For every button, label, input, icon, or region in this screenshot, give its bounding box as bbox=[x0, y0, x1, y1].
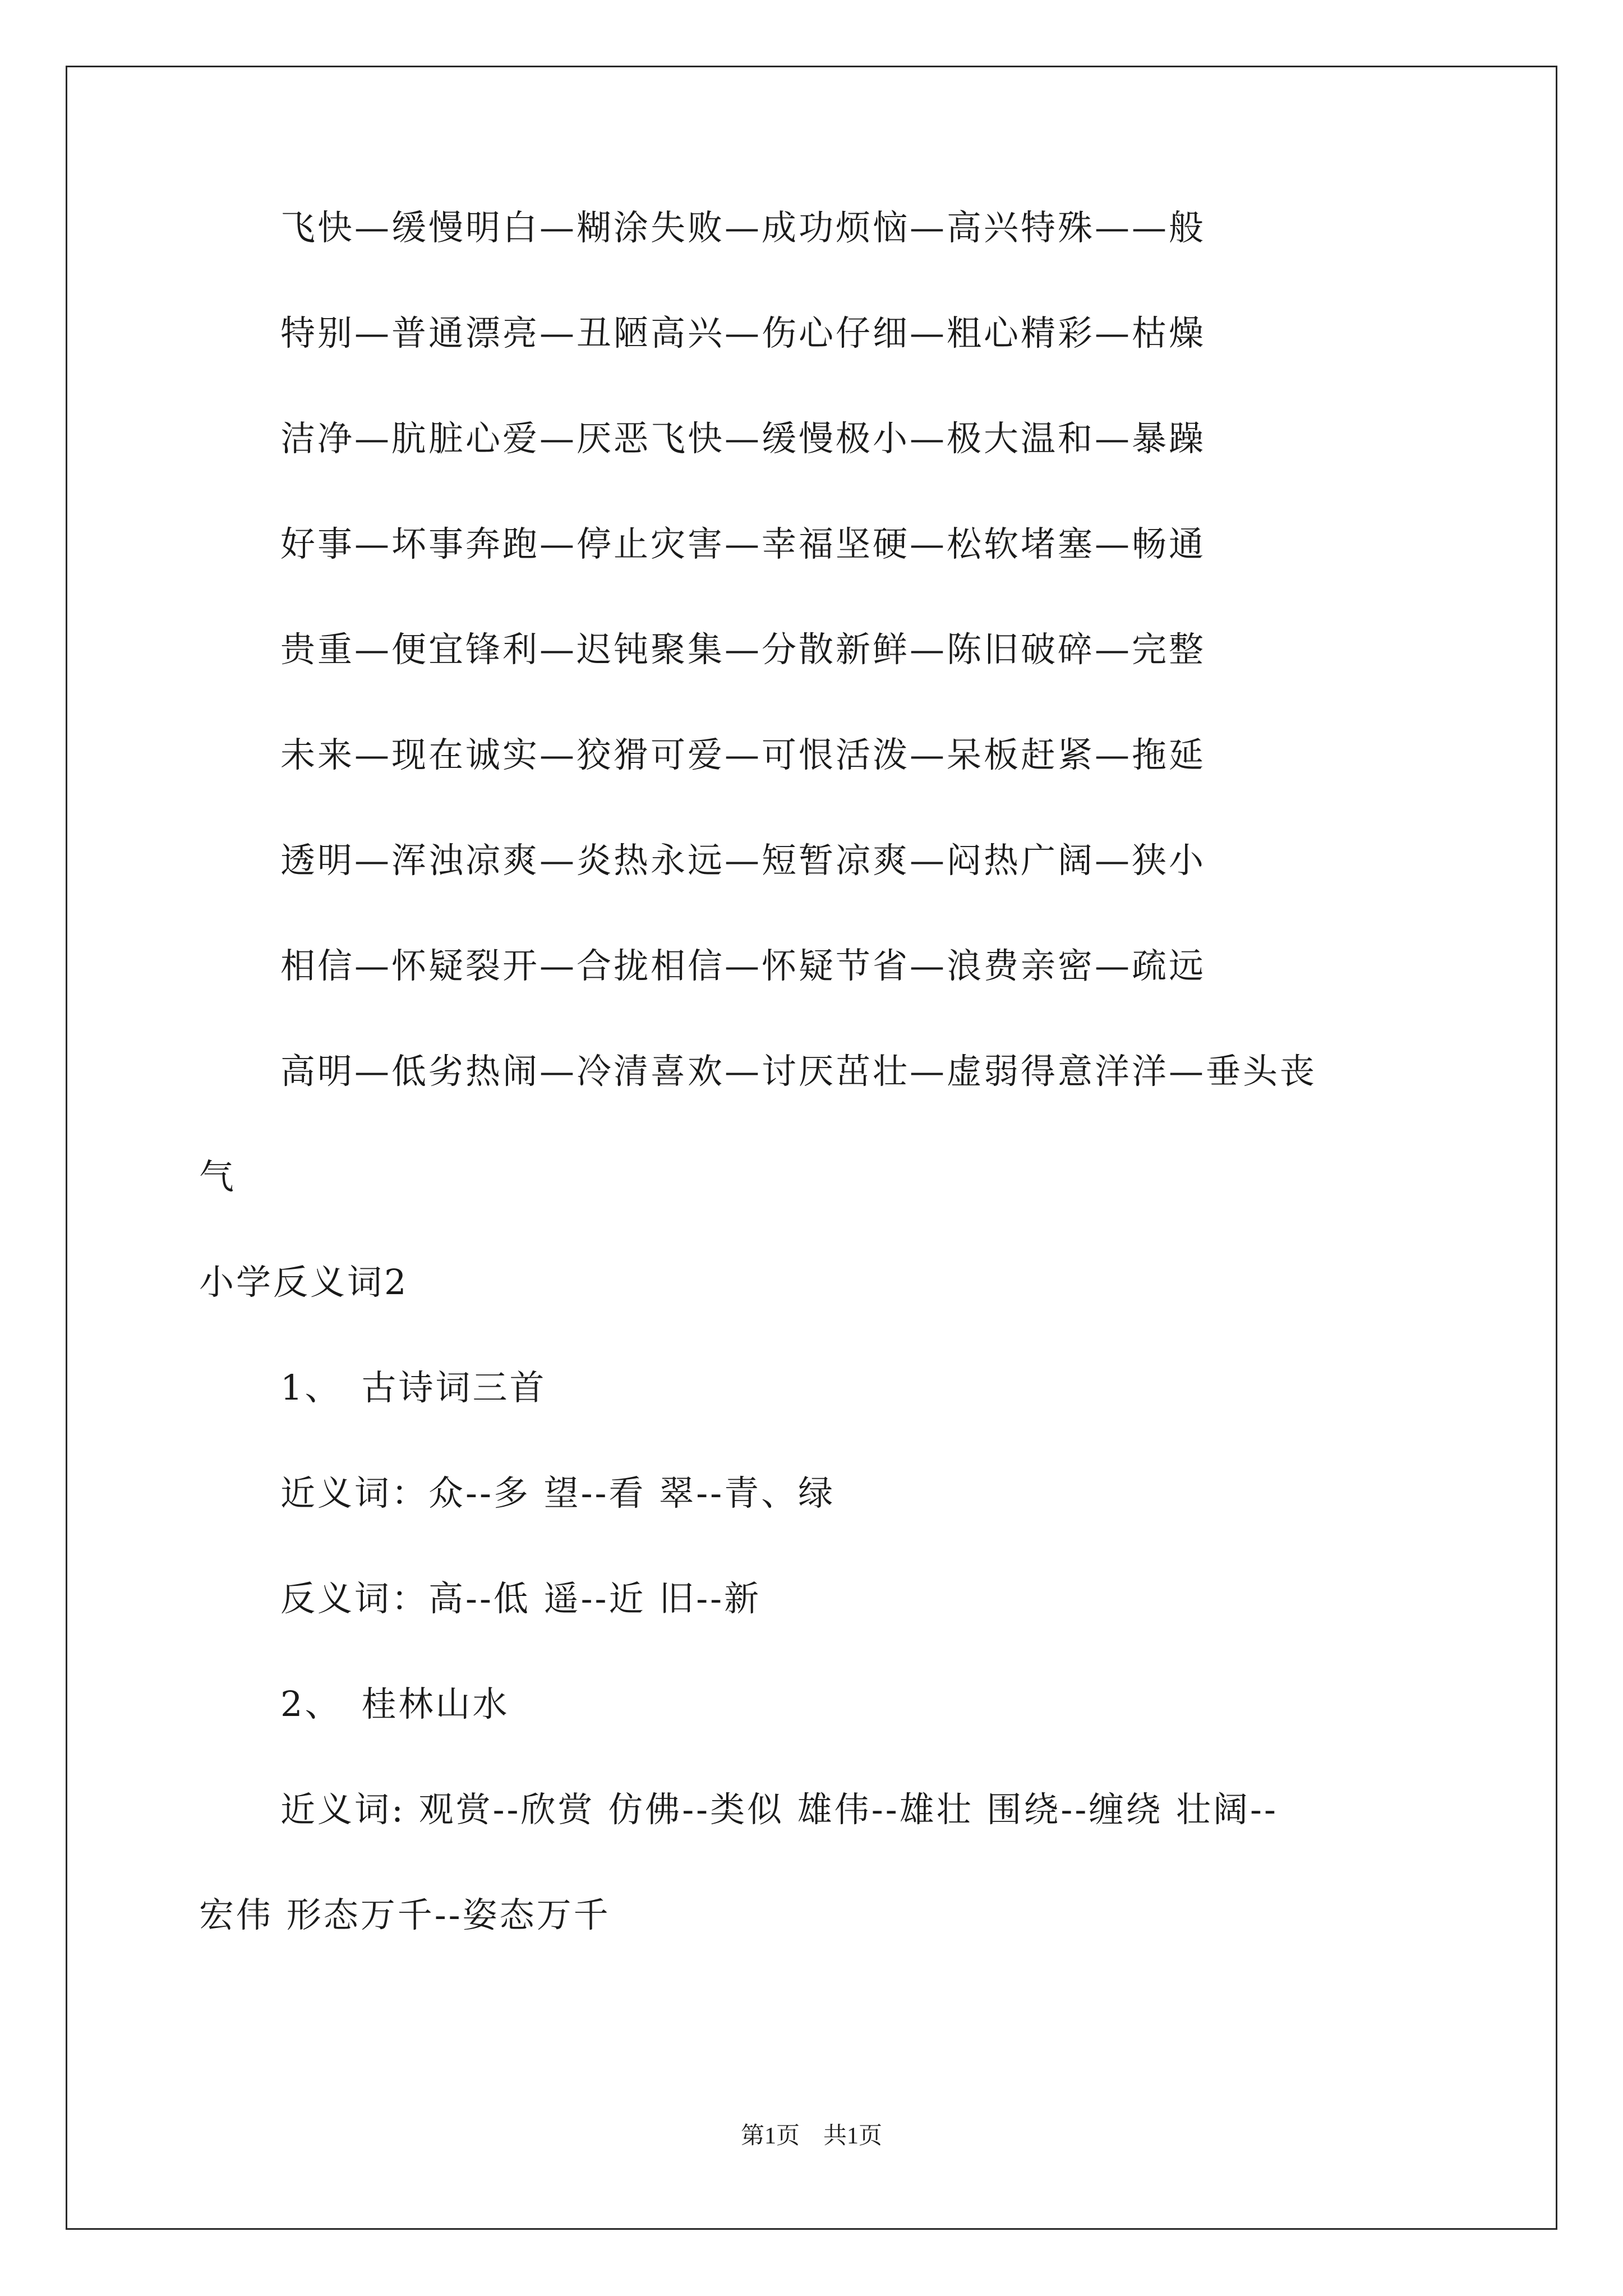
subsection-1-antonyms: 反义词：高--低 遥--近 旧--新 bbox=[280, 1578, 762, 1619]
section-heading: 小学反义词2 bbox=[199, 1262, 409, 1303]
subsection-1-title: 1、 古诗词三首 bbox=[280, 1367, 547, 1408]
text-line-2: 特别—普通漂亮—丑陋高兴—伤心仔细—粗心精彩—枯燥 bbox=[280, 312, 1206, 353]
text-line-4: 好事—坏事奔跑—停止灾害—幸福坚硬—松软堵塞—畅通 bbox=[280, 523, 1206, 564]
subsection-1-synonyms: 近义词：众--多 望--看 翠--青、绿 bbox=[280, 1473, 836, 1513]
text-line-7: 透明—浑浊凉爽—炎热永远—短暂凉爽—闷热广阔—狭小 bbox=[280, 840, 1206, 881]
page-footer: 第1页 共1页 bbox=[740, 2123, 882, 2149]
text-line-5: 贵重—便宜锋利—迟钝聚集—分散新鲜—陈旧破碎—完整 bbox=[280, 629, 1206, 670]
text-line-9: 高明—低劣热闹—冷清喜欢—讨厌茁壮—虚弱得意洋洋—垂头丧 bbox=[280, 1051, 1317, 1092]
text-line-6: 未来—现在诚实—狡猾可爱—可恨活泼—呆板赶紧—拖延 bbox=[280, 734, 1206, 775]
text-line-1: 飞快—缓慢明白—糊涂失败—成功烦恼—高兴特殊——般 bbox=[280, 207, 1206, 248]
text-line-9-continued: 气 bbox=[199, 1156, 237, 1197]
subsection-2-synonyms: 近义词: 观赏--欣赏 仿佛--类似 雄伟--雄壮 围绕--缠绕 壮阔-- bbox=[280, 1789, 1278, 1830]
text-line-3: 洁净—肮脏心爱—厌恶飞快—缓慢极小—极大温和—暴躁 bbox=[280, 418, 1206, 459]
subsection-2-title: 2、 桂林山水 bbox=[280, 1683, 510, 1724]
text-line-8: 相信—怀疑裂开—合拢相信—怀疑节省—浪费亲密—疏远 bbox=[280, 945, 1206, 986]
subsection-2-synonyms-continued: 宏伟 形态万千--姿态万千 bbox=[199, 1894, 611, 1935]
